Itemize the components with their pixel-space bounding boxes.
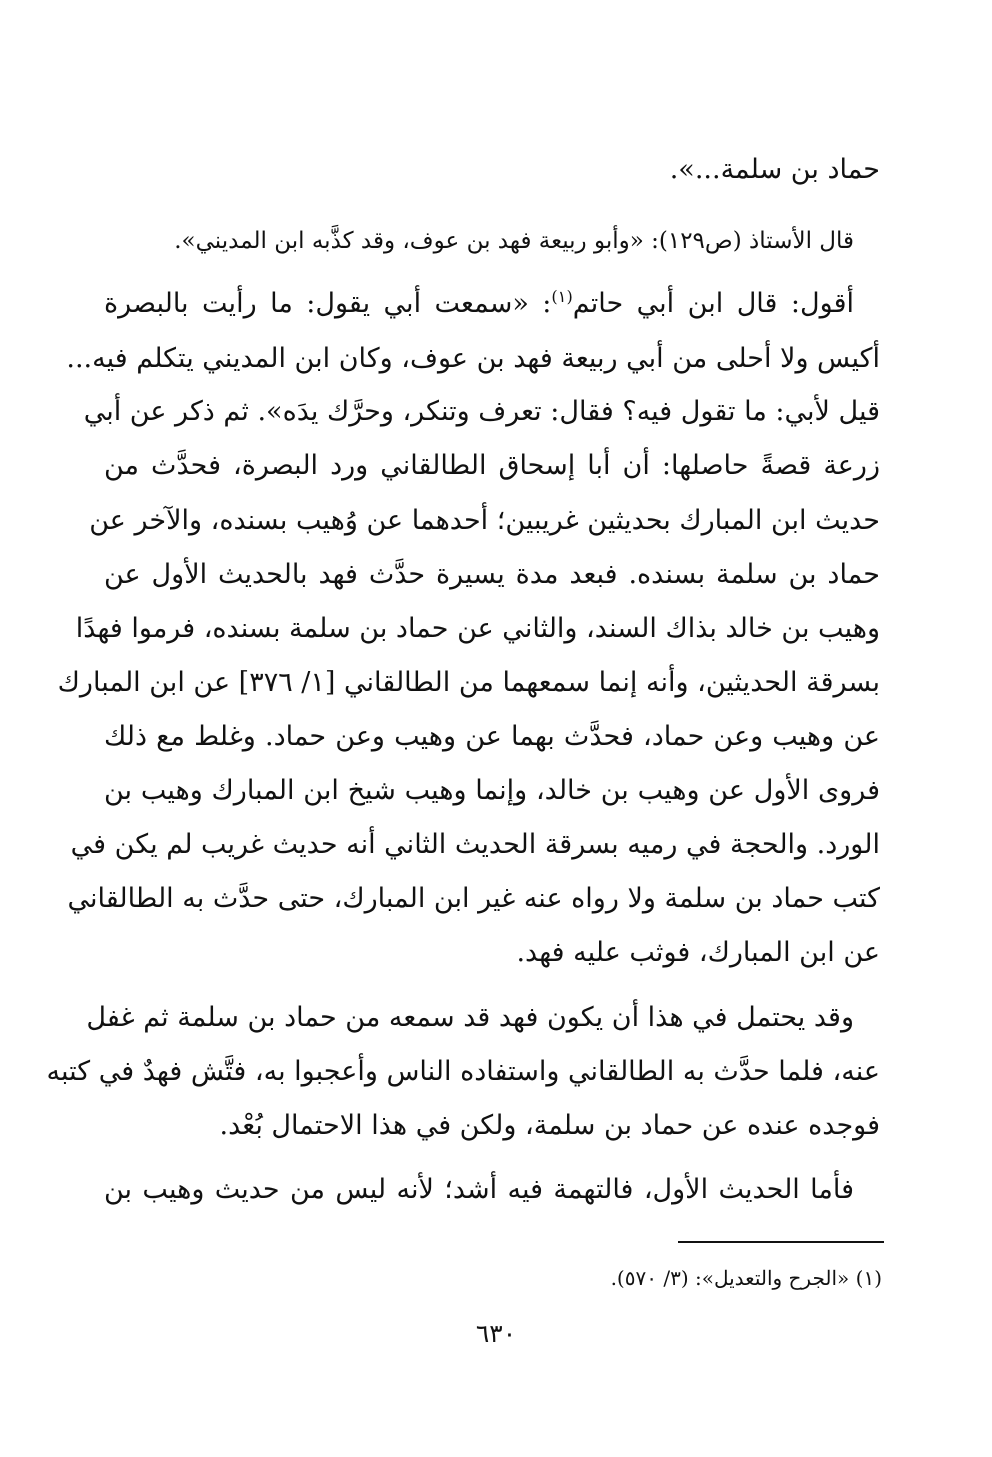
text-line-7: حديث ابن المبارك بحديثين غريبين؛ أحدهما عن وُهيب بسنده، والآخر عن xyxy=(89,505,880,536)
text-line-13: الورد. والحجة في رميه بسرقة الحديث الثاني أنه حديث غريب لم يكن في xyxy=(70,829,880,860)
text-line-15: عن ابن المبارك، فوثب عليه فهد. xyxy=(516,937,880,968)
text-line-16: وقد يحتمل في هذا أن يكون فهد قد سمعه من حماد بن سلمة ثم غفل xyxy=(86,1002,854,1033)
text-line-3 xyxy=(104,282,854,326)
text-line-4: أكيس ولا أحلى من أبي ربيعة فهد بن عوف، وكان ابن المديني يتكلم فيه... xyxy=(66,343,880,374)
text-line-17: عنه، فلما حدَّث به الطالقاني واستفاده الناس وأعجبوا به، فتَّش فهدٌ في كتبه xyxy=(46,1056,880,1087)
text-line-6: زرعة قصةً حاصلها: أن أبا إسحاق الطالقاني ورد البصرة، فحدَّث من xyxy=(104,450,880,481)
footnote-divider xyxy=(678,1241,884,1243)
text-line-2: قال الأستاذ (ص١٢٩): «وأبو ربيعة فهد بن عوف، وقد كذَّبه ابن المديني». xyxy=(174,228,854,254)
text-line-9: وهيب بن خالد بذاك السند، والثاني عن حماد بن سلمة بسنده، فرموا فهدًا xyxy=(75,613,880,644)
footnote-ref-1: (١) xyxy=(551,287,573,306)
text-line-11: عن وهيب وعن حماد، فحدَّث بهما عن وهيب وعن حماد. وغلط مع ذلك xyxy=(104,721,880,752)
page-number: ٦٣٠ xyxy=(475,1319,517,1348)
text-line-5: قيل لأبي: ما تقول فيه؟ فقال: تعرف وتنكر، وحرَّك يدَه». ثم ذكر عن أبي xyxy=(83,396,880,427)
text-line-14: كتب حماد بن سلمة ولا رواه عنه غير ابن المبارك، حتى حدَّث به الطالقاني xyxy=(67,883,880,914)
text-line-19: فأما الحديث الأول، فالتهمة فيه أشد؛ لأنه ليس من حديث وهيب بن xyxy=(104,1174,854,1205)
text-line-18: فوجده عنده عن حماد بن سلمة، ولكن في هذا الاحتمال بُعْد. xyxy=(219,1110,880,1141)
text-line-8: حماد بن سلمة بسنده. فبعد مدة يسيرة حدَّث فهد بالحديث الأول عن xyxy=(104,559,880,590)
text-line-10: بسرقة الحديثين، وأنه إنما سمعهما من الطالقاني [١/ ٣٧٦] عن ابن المبارك xyxy=(57,667,880,698)
footnote-text: (١) «الجرح والتعديل»: (٣/ ٥٧٠). xyxy=(610,1266,882,1290)
text-line-3-tail: : «سمعت أبي يقول: ما رأيت بالبصرة xyxy=(104,288,552,319)
text-line-12: فروى الأول عن وهيب بن خالد، وإنما وهيب شيخ ابن المبارك وهيب بن xyxy=(104,775,880,806)
text-line-3-head: أقول: قال ابن أبي حاتم xyxy=(572,288,854,319)
text-line-1: حماد بن سلمة...». xyxy=(669,154,880,185)
